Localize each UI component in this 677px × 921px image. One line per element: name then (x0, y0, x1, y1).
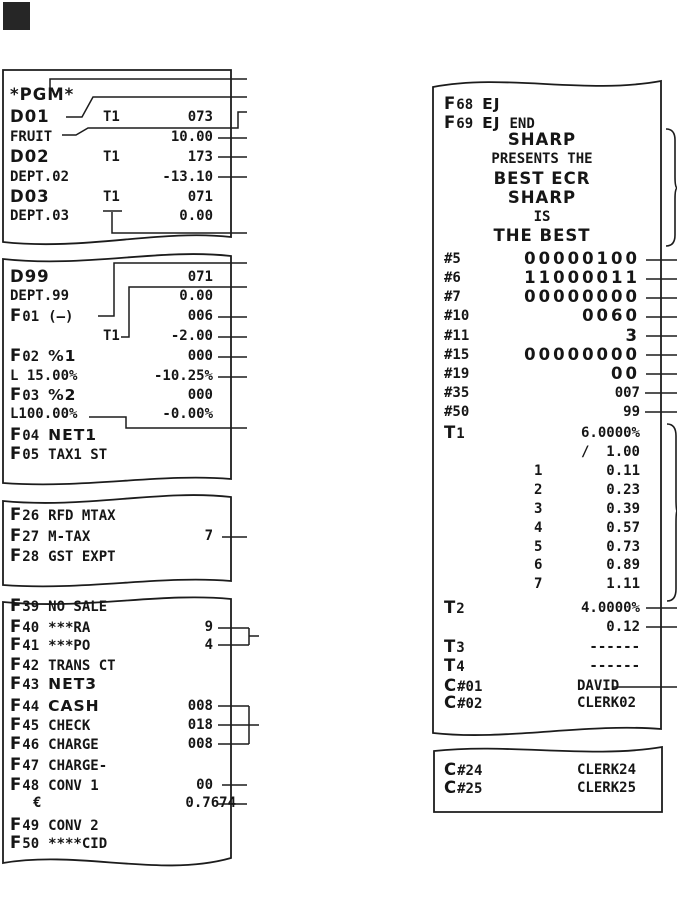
logo-message-line: SHARP (507, 188, 577, 207)
receipt-row: #7 00000000 (444, 287, 640, 306)
receipt-row: F46 CHARGE 008 (10, 734, 213, 753)
euro-currency-symbol: € (33, 795, 42, 811)
logo-message-line: BEST ECR (493, 169, 591, 188)
receipt-row: D03 T1 071 (10, 187, 213, 206)
receipt-row: 0.12 (606, 619, 640, 635)
receipt-row: F27 M-TAX 7 (10, 526, 213, 545)
logo-message-line: PRESENTS THE (491, 151, 593, 167)
receipt-row: F04 NET1 (10, 425, 98, 444)
receipt-row: F47 CHARGE- (10, 755, 108, 774)
receipt-row: #10 0060 (444, 306, 640, 325)
tax-table-row: 4 0.57 (534, 520, 640, 536)
clerk-row: C#01 DAVID (444, 676, 620, 695)
tax-table-row: 7 1.11 (534, 576, 640, 592)
receipt-row: #5 00000100 (444, 249, 640, 268)
receipt-row (10, 85, 213, 105)
tax-table-row: 2 0.23 (534, 482, 640, 498)
receipt-row: F03 %2 000 (10, 385, 213, 404)
receipt-row: / 1.00 (580, 444, 640, 460)
receipt-row: T4 ------ (444, 656, 640, 675)
receipt-row: F45 CHECK 018 (10, 715, 213, 734)
receipt-row: T3 ------ (444, 637, 640, 656)
receipt-row: F50 ****CID (10, 833, 108, 852)
tax-table-row: 1 0.11 (534, 463, 640, 479)
receipt-row: F43 NET3 (10, 674, 98, 693)
receipt-row: D01 T1 073 (10, 107, 213, 126)
logo-message-line: SHARP (507, 130, 577, 149)
receipt-row: F41 ***PO 4 (10, 635, 213, 654)
receipt-row: F39 NO SALE (10, 596, 108, 615)
receipt-row: F28 GST EXPT (10, 546, 116, 565)
receipt-row: L100.00% -0.00% (10, 406, 213, 422)
receipt-row: T1 -2.00 (103, 328, 213, 344)
tax-table-row: 3 0.39 (534, 501, 640, 517)
receipt-row: F26 RFD MTAX (10, 505, 116, 524)
receipt-row: #19 00 (444, 364, 640, 383)
receipt-row: D02 T1 173 (10, 147, 213, 166)
tax-table-row: 5 0.73 (534, 539, 640, 555)
receipt-row: #50 99 (444, 404, 640, 420)
tax-table-row: 6 0.89 (534, 557, 640, 573)
receipt-row: F01 (—) 006 (10, 306, 213, 325)
receipt-row: #6 11000011 (444, 268, 640, 287)
receipt-row: #11 3 (444, 326, 640, 345)
receipt-row: F49 CONV 2 (10, 815, 99, 834)
receipt-row: F44 CASH 008 (10, 696, 213, 715)
receipt-row: DEPT.03 0.00 (10, 208, 213, 224)
logo-message-line: THE BEST (493, 226, 591, 245)
clerk-row: C#02 CLERK02 (444, 693, 637, 712)
receipt-row: € 0.7674 (33, 795, 236, 811)
receipt-row: #35 007 (444, 385, 640, 401)
receipt-row: F48 CONV 1 00 (10, 775, 213, 794)
receipt-row: F68 EJ (444, 94, 501, 113)
receipt-row: DEPT.02 -13.10 (10, 169, 213, 185)
receipt-row: F02 %1 000 (10, 346, 213, 365)
receipt-row: F42 TRANS CT (10, 655, 116, 674)
logo-message-line: IS (533, 209, 551, 225)
grouping-braces (666, 129, 677, 601)
report-title: *PGM* (10, 85, 75, 104)
receipt-row: F05 TAX1 ST (10, 444, 108, 463)
receipt-row: F69 EJ END (444, 113, 535, 132)
receipt-row: T2 4.0000% (444, 598, 640, 617)
receipt-row: #15 00000000 (444, 345, 640, 364)
clerk-row: C#25 CLERK25 (444, 778, 637, 797)
receipt-row: L 15.00% -10.25% (10, 368, 213, 384)
receipt-row: FRUIT 10.00 (10, 129, 213, 145)
clerk-row: C#24 CLERK24 (444, 760, 637, 779)
receipt-row: DEPT.99 0.00 (10, 288, 213, 304)
receipt-row: T1 6.0000% (444, 423, 640, 442)
receipt-row: F40 ***RA 9 (10, 617, 213, 636)
receipt-row: D99 071 (10, 267, 213, 286)
